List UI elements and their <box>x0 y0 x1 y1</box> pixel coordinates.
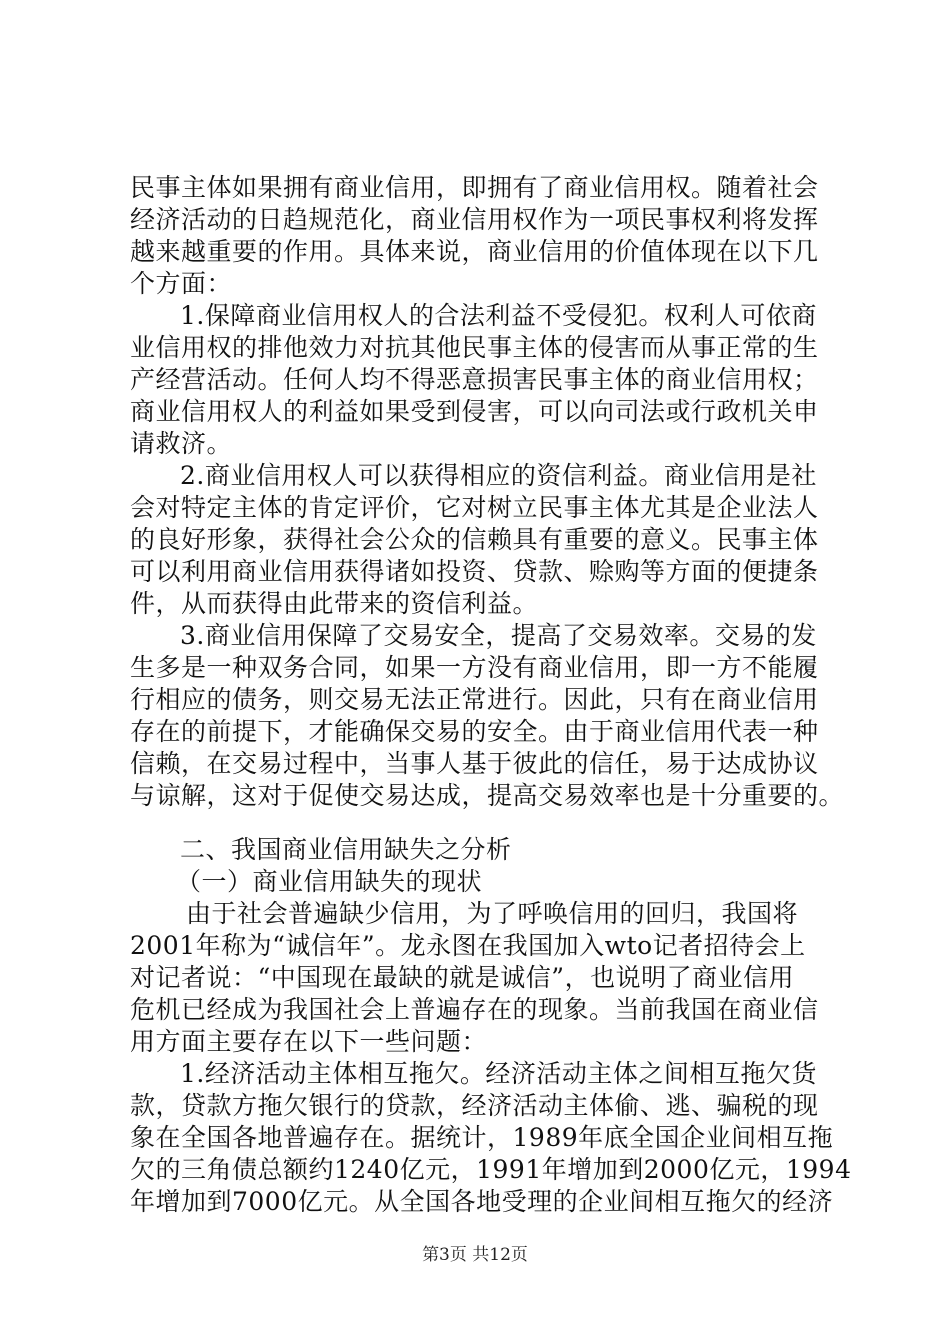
subsection-heading: （一）商业信用缺失的现状 <box>176 867 483 896</box>
section-spacer <box>130 812 835 834</box>
text-line: 2001年称为“诚信年”。龙永图在我国加入wto记者招待会上 <box>130 931 806 960</box>
text-line: 会对特定主体的肯定评价，它对树立民事主体尤其是企业法人 <box>130 493 819 522</box>
text-line: 可以利用商业信用获得诸如投资、贷款、赊购等方面的便捷条 <box>130 557 819 586</box>
paragraph-point-2 <box>130 460 835 620</box>
text-line: 生多是一种双务合同，如果一方没有商业信用，即一方不能履 <box>130 653 819 682</box>
text-line: 与谅解，这对于促使交易达成，提高交易效率也是十分重要的。 <box>130 781 845 810</box>
text-line: 存在的前提下，才能确保交易的安全。由于商业信用代表一种 <box>130 717 819 746</box>
text-line: 款，贷款方拖欠银行的贷款，经济活动主体偷、逃、骗税的现 <box>130 1091 819 1120</box>
text-line: 个方面： <box>130 269 233 298</box>
text-line: 的良好形象，获得社会公众的信赖具有重要的意义。民事主体 <box>130 525 819 554</box>
text-line: 件，从而获得由此带来的资信利益。 <box>130 589 539 618</box>
text-line: 商业信用权人的利益如果受到侵害，可以向司法或行政机关申 <box>130 397 819 426</box>
text-line: 用方面主要存在以下一些问题： <box>130 1027 488 1056</box>
paragraph-problem-1 <box>130 1058 852 1218</box>
text-line: 越来越重要的作用。具体来说，商业信用的价值体现在以下几 <box>130 237 819 266</box>
text-line: 民事主体如果拥有商业信用，即拥有了商业信用权。随着社会 <box>130 173 819 202</box>
text-line: 1.经济活动主体相互拖欠。经济活动主体之间相互拖欠货 <box>180 1059 817 1088</box>
text-line: 信赖，在交易过程中，当事人基于彼此的信任，易于达成协议 <box>130 749 819 778</box>
text-line: 危机已经成为我国社会上普遍存在的现象。当前我国在商业信 <box>130 995 819 1024</box>
paragraph-point-1 <box>130 300 835 460</box>
text-line: 3.商业信用保障了交易安全，提高了交易效率。交易的发 <box>180 621 817 650</box>
page-number-footer: 第3页 共12页 <box>422 1245 528 1265</box>
text-line: 产经营活动。任何人均不得恶意损害民事主体的商业信用权； <box>130 365 819 394</box>
paragraph-status <box>130 898 835 1058</box>
text-line: 由于社会普遍缺少信用，为了呼唤信用的回归，我国将 <box>186 899 799 928</box>
text-line: 业信用权的排他效力对抗其他民事主体的侵害而从事正常的生 <box>130 333 819 362</box>
text-line: 请救济。 <box>130 429 233 458</box>
text-line: 年增加到7000亿元。从全国各地受理的企业间相互拖欠的经济 <box>130 1187 834 1216</box>
document-body <box>130 172 852 1218</box>
text-line: 行相应的债务，则交易无法正常进行。因此，只有在商业信用 <box>130 685 819 714</box>
paragraph-point-3 <box>130 620 845 812</box>
text-line: 对记者说：“中国现在最缺的就是诚信”，也说明了商业信用 <box>130 963 795 992</box>
paragraph-intro <box>130 172 835 300</box>
text-line: 象在全国各地普遍存在。据统计，1989年底全国企业间相互拖 <box>130 1123 834 1152</box>
text-line: 欠的三角债总额约1240亿元，1991年增加到2000亿元，1994 <box>130 1155 852 1184</box>
text-line: 2.商业信用权人可以获得相应的资信利益。商业信用是社 <box>180 461 817 490</box>
section-heading: 二、我国商业信用缺失之分析 <box>180 835 512 864</box>
text-line: 1.保障商业信用权人的合法利益不受侵犯。权利人可依商 <box>180 301 817 330</box>
text-line: 经济活动的日趋规范化，商业信用权作为一项民事权利将发挥 <box>130 205 819 234</box>
